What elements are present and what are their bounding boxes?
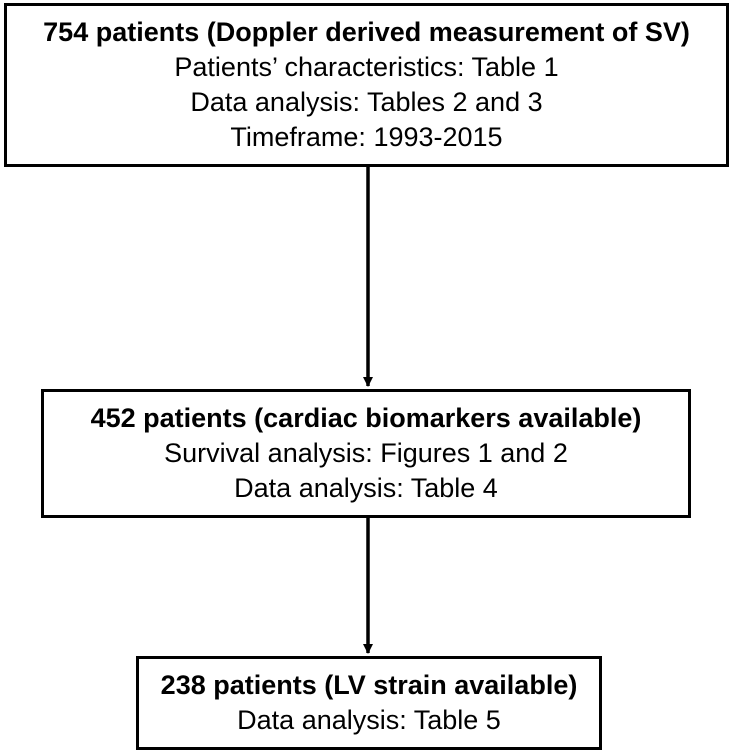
box-detail-line: Patients’ characteristics: Table 1 [174,52,559,82]
flow-box-all-patients [4,3,729,167]
box-title: 754 patients (Doppler derived measurement of SV) [43,17,690,47]
flow-box-lv-strain [136,656,602,750]
box-detail-line: Data analysis: Table 5 [237,705,501,735]
box-detail-line: Data analysis: Table 4 [234,473,498,503]
box-detail-line: Timeframe: 1993-2015 [230,122,503,152]
box-title: 238 patients (LV strain available) [160,670,578,700]
box-title: 452 patients (cardiac biomarkers available) [90,403,642,433]
box-detail-line: Survival analysis: Figures 1 and 2 [164,438,568,468]
flow-box-biomarkers [41,389,691,518]
box-detail-line: Data analysis: Tables 2 and 3 [190,87,543,117]
